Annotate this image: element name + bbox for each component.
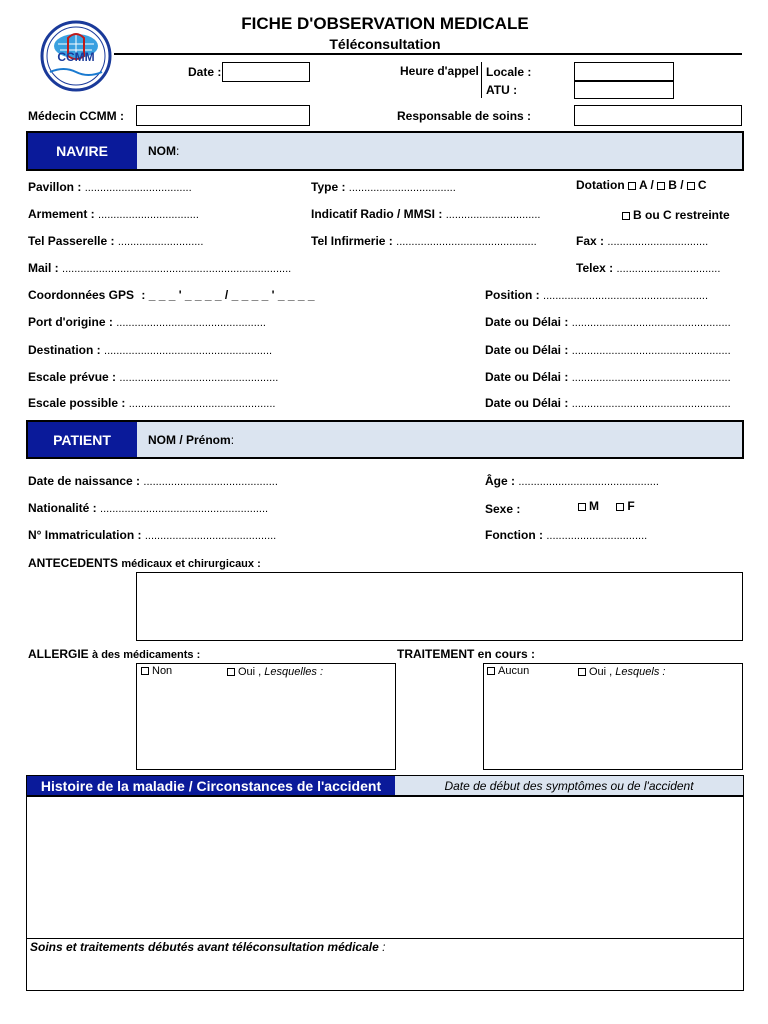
allergie-non-option (141, 665, 172, 677)
date-debut-label: Date de début des symptômes ou de l'accident (444, 778, 694, 793)
antecedents-rest: médicaux et chirurgicaux : (121, 558, 261, 570)
traitement-aucun-label: Aucun (498, 665, 530, 677)
type-row (311, 180, 456, 194)
page-title: FICHE D'OBSERVATION MEDICALE (241, 14, 529, 33)
atu-field[interactable] (574, 81, 674, 99)
port-dots[interactable]: ................................................. (116, 317, 266, 329)
indicatif-label: Indicatif Radio / MMSI : (311, 207, 443, 221)
sexe-m-label: M (589, 499, 599, 513)
port-row (28, 315, 266, 329)
fonction-dots[interactable]: ................................. (546, 530, 648, 542)
heure-appel-label: Heure d'appel (400, 64, 479, 78)
soins-label: Soins et traitements débutés avant téléconsultation médicale (30, 940, 379, 954)
histoire-text-area[interactable] (27, 797, 743, 938)
pavillon-row (28, 180, 192, 194)
port-label: Port d'origine : (28, 315, 113, 329)
allergie-oui-option (227, 666, 323, 678)
date-delai-dots[interactable]: .................................................... (571, 345, 731, 357)
traitement-field[interactable] (483, 663, 743, 770)
bc-restreinte-row (622, 208, 730, 222)
date-delai-dots[interactable]: .................................................... (571, 317, 731, 329)
tel-passerelle-row (28, 234, 203, 248)
dotation-row (576, 178, 707, 192)
responsable-field[interactable] (574, 105, 742, 126)
locale-field[interactable] (574, 62, 674, 81)
sexe-label: Sexe : (485, 502, 521, 516)
allergie-heading (28, 647, 200, 661)
traitement-oui-option (578, 666, 665, 678)
telex-row (576, 261, 720, 275)
immatriculation-dots[interactable]: ........................................... (144, 530, 277, 542)
tel-infirmerie-dots[interactable]: .............................................. (396, 236, 537, 248)
type-label: Type : (311, 180, 346, 194)
gps-pattern[interactable]: : _ _ _ ' _ _ _ _ / _ _ _ _ ' _ _ _ _ (141, 288, 315, 302)
date-delai-label: Date ou Délai : (485, 396, 569, 410)
pavillon-dots[interactable]: ................................... (84, 182, 192, 194)
nationalite-row (28, 501, 268, 515)
soins-text-area[interactable] (27, 956, 743, 990)
gps-row (28, 288, 315, 302)
dotation-a-label: A / (639, 178, 654, 192)
date-delai-dots[interactable]: .................................................... (571, 398, 731, 410)
telex-label: Telex : (576, 261, 614, 275)
sexe-f-checkbox[interactable] (616, 503, 624, 511)
destination-label: Destination : (28, 343, 101, 357)
locale-label: Locale : (486, 65, 532, 79)
naissance-dots[interactable]: ............................................ (143, 476, 278, 488)
fax-label: Fax : (576, 234, 605, 248)
traitement-heading (397, 647, 535, 661)
mail-dots[interactable]: ........................................................................... (62, 263, 292, 275)
armement-row (28, 207, 199, 221)
sexe-m-checkbox[interactable] (578, 503, 586, 511)
nationalite-label: Nationalité : (28, 501, 97, 515)
sexe-options (578, 499, 635, 513)
dotation-c-checkbox[interactable] (687, 182, 695, 190)
sexe-f-label: F (627, 499, 635, 513)
date-field[interactable] (222, 62, 310, 82)
header-rule (114, 53, 742, 55)
patient-nom-label: NOM / Prénom (148, 432, 231, 447)
position-row (485, 288, 708, 302)
antecedents-bold: ANTECEDENTS (28, 556, 119, 570)
bc-restreinte-checkbox[interactable] (622, 212, 630, 220)
armement-label: Armement : (28, 207, 95, 221)
navire-nom-label: NOM (148, 144, 176, 158)
escale-possible-row (28, 396, 275, 410)
allergie-non-checkbox[interactable] (141, 667, 149, 675)
allergie-bold: ALLERGIE (28, 647, 89, 661)
escale-prevue-dots[interactable]: .................................................... (119, 372, 279, 384)
escale-possible-dots[interactable]: ................................................ (128, 398, 276, 410)
mail-row (28, 261, 291, 275)
immatriculation-label: N° Immatriculation : (28, 528, 142, 542)
bc-restreinte-label: B ou C restreinte (633, 208, 730, 222)
gps-label: Coordonnées GPS (28, 288, 135, 302)
ccmm-logo (38, 20, 114, 92)
patient-band-frame (26, 420, 744, 459)
mail-label: Mail : (28, 261, 59, 275)
fax-row (576, 234, 708, 248)
tel-passerelle-label: Tel Passerelle : (28, 234, 115, 248)
soins-divider (26, 938, 744, 939)
antecedents-field[interactable] (136, 572, 743, 641)
date-delai-row-2 (485, 343, 731, 357)
fonction-label: Fonction : (485, 528, 543, 542)
patient-nom-colon: : (230, 432, 235, 447)
tel-infirmerie-label: Tel Infirmerie : (311, 234, 393, 248)
escale-prevue-row (28, 370, 278, 384)
age-row (485, 474, 659, 488)
atu-label: ATU : (486, 83, 518, 97)
immatriculation-row (28, 528, 276, 542)
date-delai-row-3 (485, 370, 731, 384)
antecedents-heading (28, 556, 261, 570)
date-delai-dots[interactable]: .................................................... (571, 372, 731, 384)
dotation-c-label: C (697, 178, 707, 192)
navire-nom-colon: : (176, 144, 180, 158)
soins-colon: : (378, 940, 386, 954)
date-delai-label: Date ou Délai : (485, 343, 569, 357)
heure-divider (481, 62, 482, 98)
allergie-oui-checkbox[interactable] (227, 668, 235, 676)
responsable-label: Responsable de soins : (397, 109, 532, 123)
date-label: Date : (188, 65, 222, 79)
allergie-oui-label: Oui , (238, 666, 262, 678)
position-dots[interactable]: ...................................................... (543, 290, 709, 302)
pavillon-label: Pavillon : (28, 180, 82, 194)
dotation-label: Dotation (576, 178, 625, 192)
navire-band-frame (26, 131, 744, 171)
traitement-oui-checkbox[interactable] (578, 668, 586, 676)
fonction-row (485, 528, 647, 542)
medecin-label: Médecin CCMM : (28, 109, 124, 123)
allergie-lesquelles-label: Lesquelles : (264, 666, 324, 678)
position-label: Position : (485, 288, 540, 302)
indicatif-row (311, 207, 540, 221)
traitement-bold: TRAITEMENT (397, 647, 475, 661)
traitement-aucun-checkbox[interactable] (487, 667, 495, 675)
dotation-b-checkbox[interactable] (657, 182, 665, 190)
tel-passerelle-dots[interactable]: ............................ (117, 236, 204, 248)
destination-row (28, 343, 272, 357)
date-delai-label: Date ou Délai : (485, 370, 569, 384)
page-subtitle: Téléconsultation (329, 36, 441, 52)
escale-possible-label: Escale possible : (28, 396, 126, 410)
tel-infirmerie-row (311, 234, 537, 248)
histoire-band-label: Histoire de la maladie / Circonstances de l'accident (27, 776, 395, 795)
dotation-a-checkbox[interactable] (628, 182, 636, 190)
date-delai-row-4 (485, 396, 731, 410)
traitement-oui-label: Oui , (589, 666, 613, 678)
naissance-label: Date de naissance : (28, 474, 141, 488)
traitement-aucun-option (487, 665, 529, 677)
telex-dots[interactable]: .................................. (616, 263, 721, 275)
soins-heading (30, 940, 385, 954)
armement-dots[interactable]: ................................. (98, 209, 199, 221)
age-label: Âge : (485, 474, 515, 488)
indicatif-dots[interactable]: ............................... (445, 209, 541, 221)
fax-dots[interactable]: ................................. (607, 236, 709, 248)
destination-dots[interactable]: ....................................................... (104, 345, 273, 357)
allergie-non-label: Non (152, 665, 173, 677)
type-dots[interactable]: ................................... (348, 182, 456, 194)
patient-band-label: PATIENT (27, 421, 137, 458)
allergie-rest: à des médicaments : (92, 649, 201, 661)
traitement-lesquels-label: Lesquels : (615, 666, 666, 678)
traitement-rest: en cours : (477, 647, 536, 661)
medecin-field[interactable] (136, 105, 310, 126)
naissance-row (28, 474, 278, 488)
date-delai-label: Date ou Délai : (485, 315, 569, 329)
dotation-b-label: B / (668, 178, 684, 192)
age-dots[interactable]: .............................................. (518, 476, 659, 488)
escale-prevue-label: Escale prévue : (28, 370, 117, 384)
logo-text: CCMM (57, 50, 95, 64)
nationalite-dots[interactable]: ....................................................... (100, 503, 269, 515)
date-delai-row-1 (485, 315, 731, 329)
navire-band-label: NAVIRE (27, 132, 137, 170)
allergie-field[interactable] (136, 663, 396, 770)
